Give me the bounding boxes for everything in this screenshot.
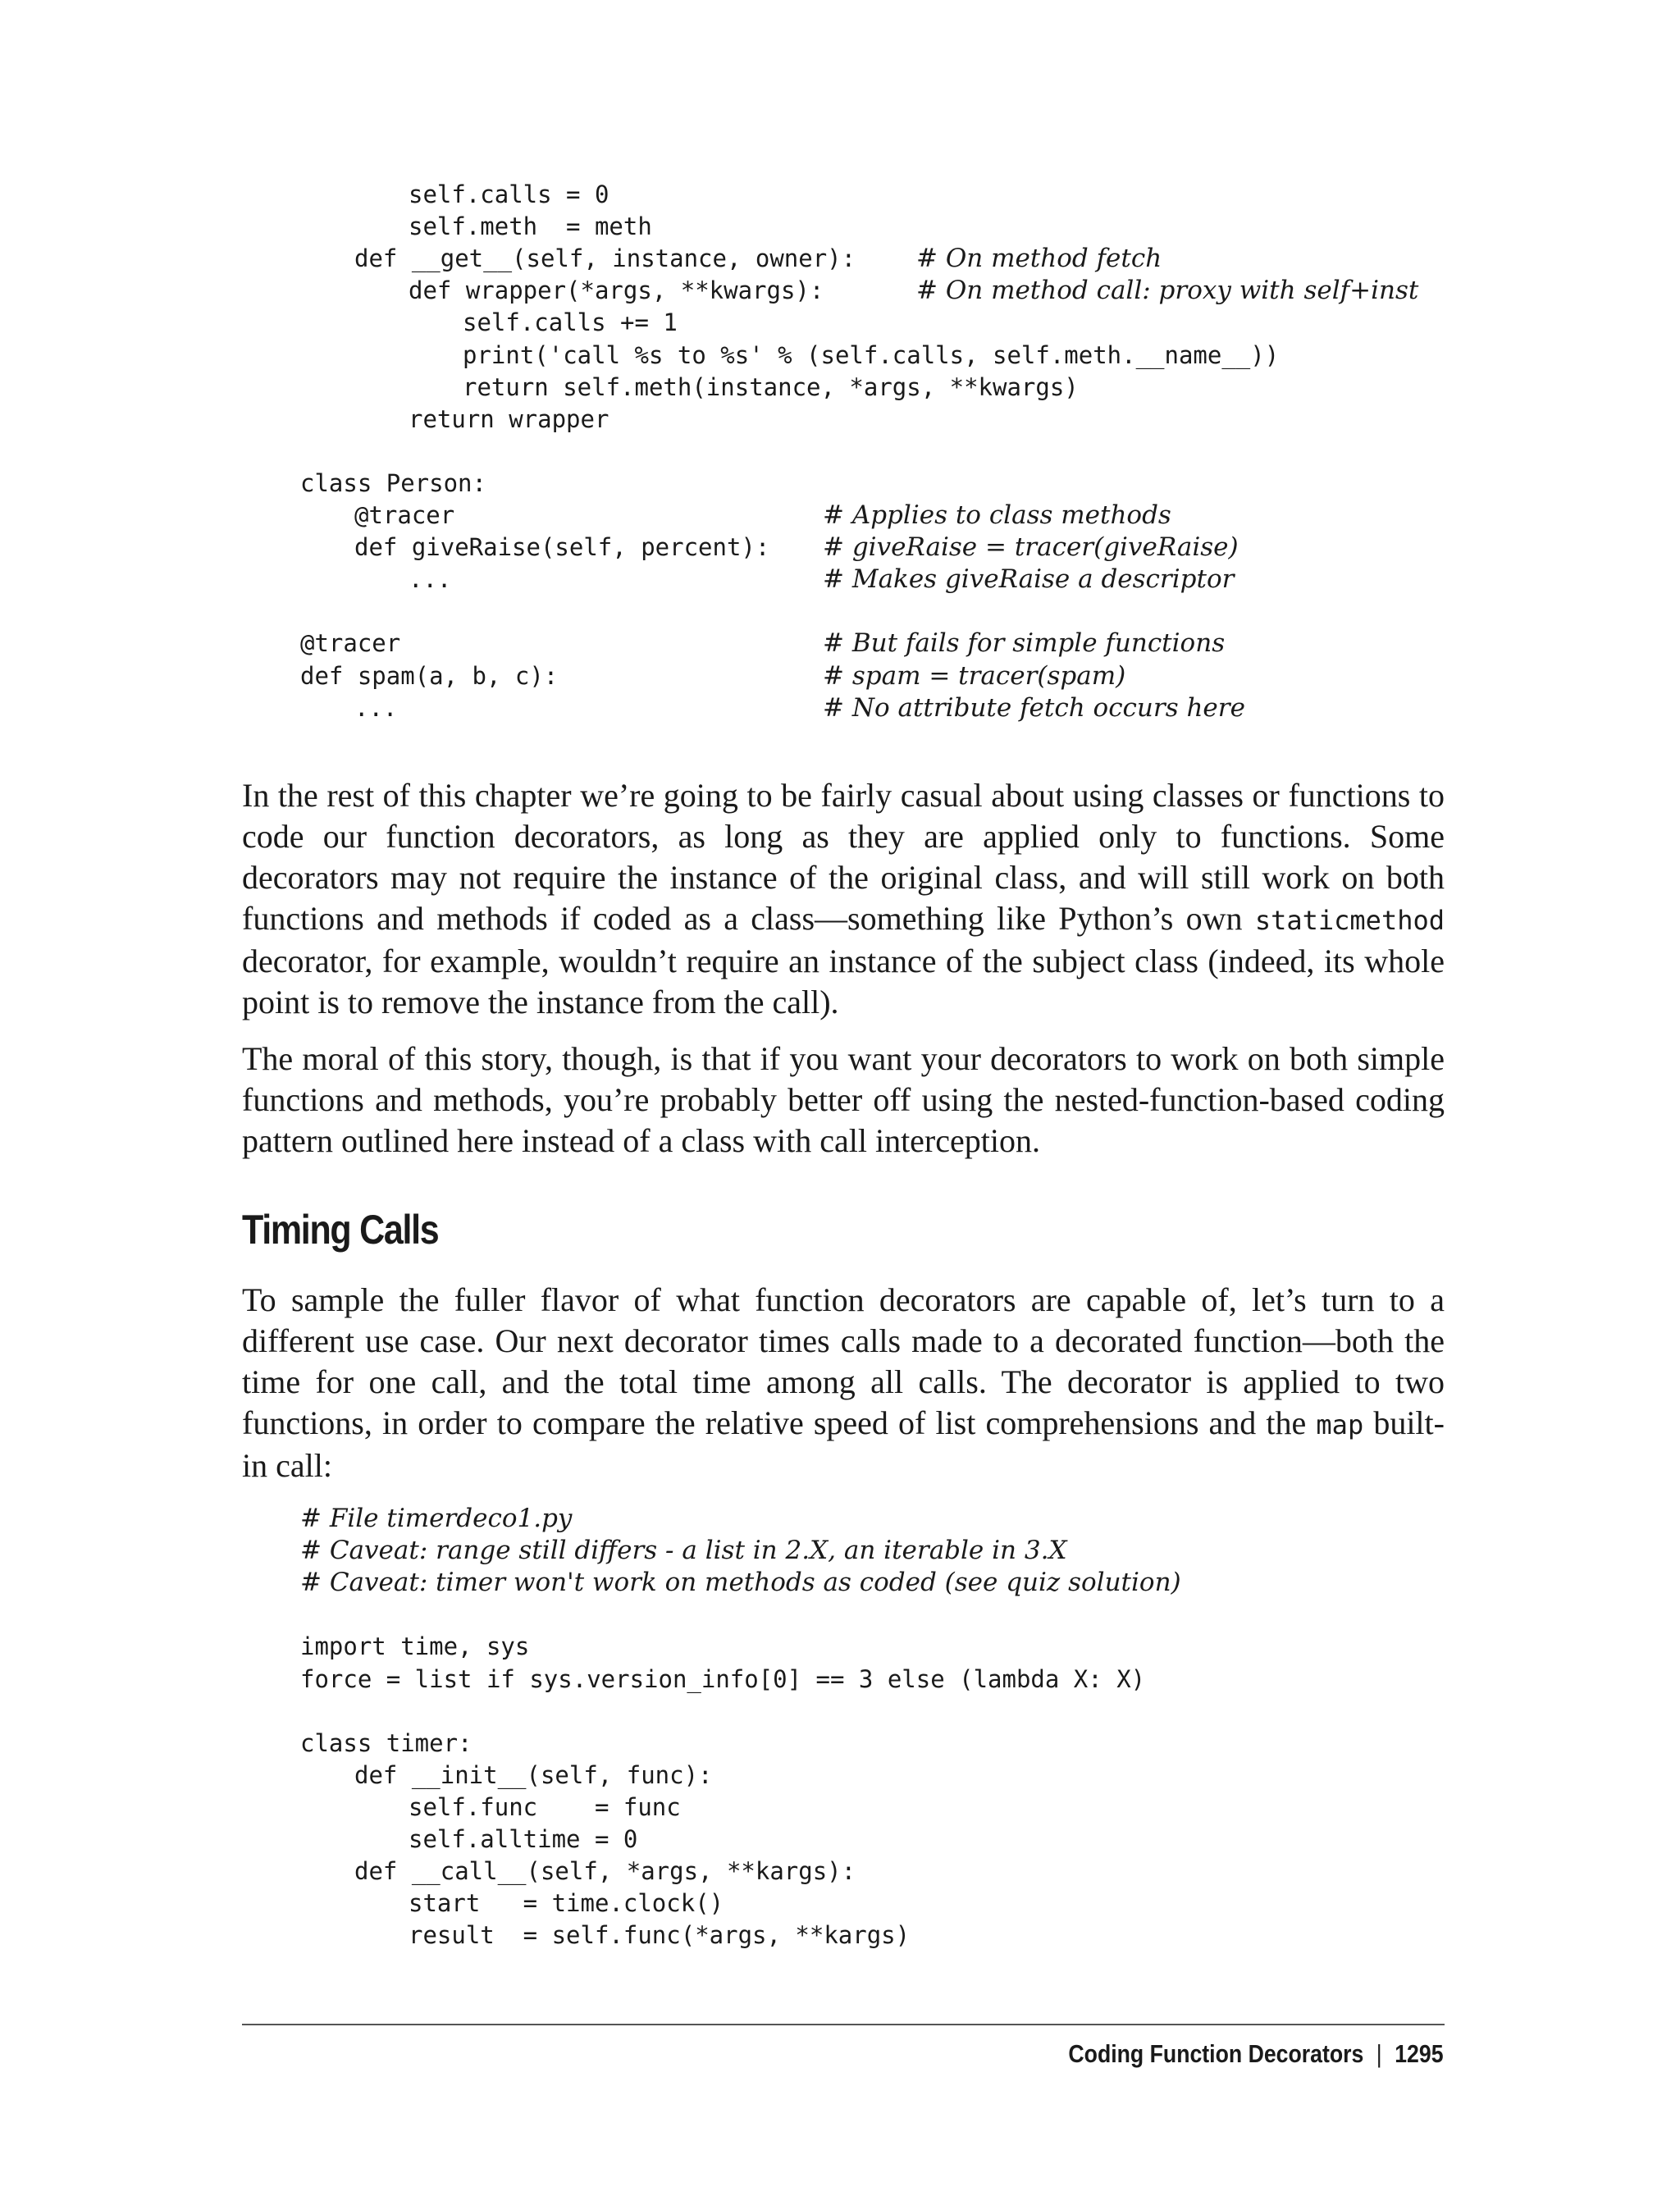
- footer-rule: [242, 2024, 1445, 2025]
- code-line: self.alltime = 0: [409, 1825, 638, 1853]
- code-comment: # Caveat: range still differs - a list in 2.X, an iterable in 3.X: [300, 1536, 1067, 1566]
- code-comment: # On method call: proxy with self+inst: [916, 276, 1419, 306]
- code-line: self.calls += 1: [463, 308, 678, 337]
- paragraph-1: In the rest of this chapter we’re going to be fairly casual about using classes or functions to code our function decorators, as long as they are applied only to functions. Some decorators may not require the instance of the original class, and will still work on both functions and methods if coded as a class—something like Python’s own staticmethod decorator, for example, wouldn’t require an instance of the subject class (indeed, its whole point is to remove the instance from the call).: [242, 777, 1445, 1020]
- code-line: return wrapper: [409, 404, 609, 433]
- paragraph-2: The moral of this story, though, is that if you want your decorators to work on both simple functions and methods, you’re probably better off using the nested-function-based coding pattern outlined here instead of a class with call interception.: [242, 1040, 1445, 1159]
- page-footer: [1069, 2038, 1444, 2070]
- code-comment: # Applies to class methods: [823, 500, 1171, 530]
- code-line: self.func = func: [409, 1792, 681, 1821]
- inline-code-staticmethod: staticmethod: [1254, 905, 1445, 936]
- code-line: def __call__(self, *args, **kargs):: [354, 1857, 856, 1886]
- code-comment: # Caveat: timer won't work on methods as coded (see quiz solution): [300, 1568, 1181, 1598]
- code-comment: # spam = tracer(spam): [823, 660, 1126, 691]
- code-line: force = list if sys.version_info[0] == 3 else (lambda X: X): [300, 1664, 1146, 1693]
- code-line: start = time.clock(): [409, 1889, 724, 1918]
- code-comment: # File timerdeco1.py: [300, 1504, 573, 1533]
- footer-section-title: Coding Function Decorators: [1068, 2039, 1364, 2068]
- code-line: def giveRaise(self, percent):: [354, 533, 770, 562]
- paragraph-3: To sample the fuller flavor of what function decorators are capable of, let’s turn to a different use case. Our next decorator times calls made to a decorated function—both the time for one call, and the total time among all calls. The decorator is applied to two functions, in order to compare the relative speed of list comprehensions and the map built-in call:: [242, 1281, 1445, 1484]
- code-line: def __get__(self, instance, owner):: [354, 244, 856, 273]
- code-line: ...: [409, 565, 452, 594]
- code-line: class timer:: [300, 1728, 472, 1757]
- code-line: return self.meth(instance, *args, **kwargs): [463, 372, 1079, 401]
- code-line: class Person:: [300, 468, 486, 497]
- code-line: self.calls = 0: [409, 180, 609, 208]
- page-number: 1295: [1395, 2039, 1444, 2068]
- footer-separator: |: [1376, 2039, 1383, 2068]
- code-line: ...: [354, 693, 398, 722]
- code-line: def __init__(self, func):: [354, 1760, 713, 1789]
- code-line: self.meth = meth: [409, 212, 652, 241]
- code-comment: # But fails for simple functions: [823, 628, 1226, 659]
- code-line: import time, sys: [300, 1632, 530, 1661]
- code-line: @tracer: [300, 629, 401, 658]
- section-heading: Timing Calls: [242, 1207, 439, 1253]
- code-comment: # No attribute fetch occurs here: [823, 692, 1245, 723]
- code-comment: # On method fetch: [916, 244, 1162, 274]
- inline-code-map: map: [1316, 1409, 1364, 1440]
- code-line: print('call %s to %s' % (self.calls, self.meth.__name__)): [463, 340, 1280, 369]
- code-line: def spam(a, b, c):: [300, 661, 559, 690]
- code-comment: # Makes giveRaise a descriptor: [823, 564, 1235, 595]
- code-line: result = self.func(*args, **kargs): [409, 1921, 911, 1950]
- code-line: @tracer: [354, 501, 455, 529]
- code-line: def wrapper(*args, **kwargs):: [409, 276, 824, 305]
- code-comment: # giveRaise = tracer(giveRaise): [823, 532, 1239, 563]
